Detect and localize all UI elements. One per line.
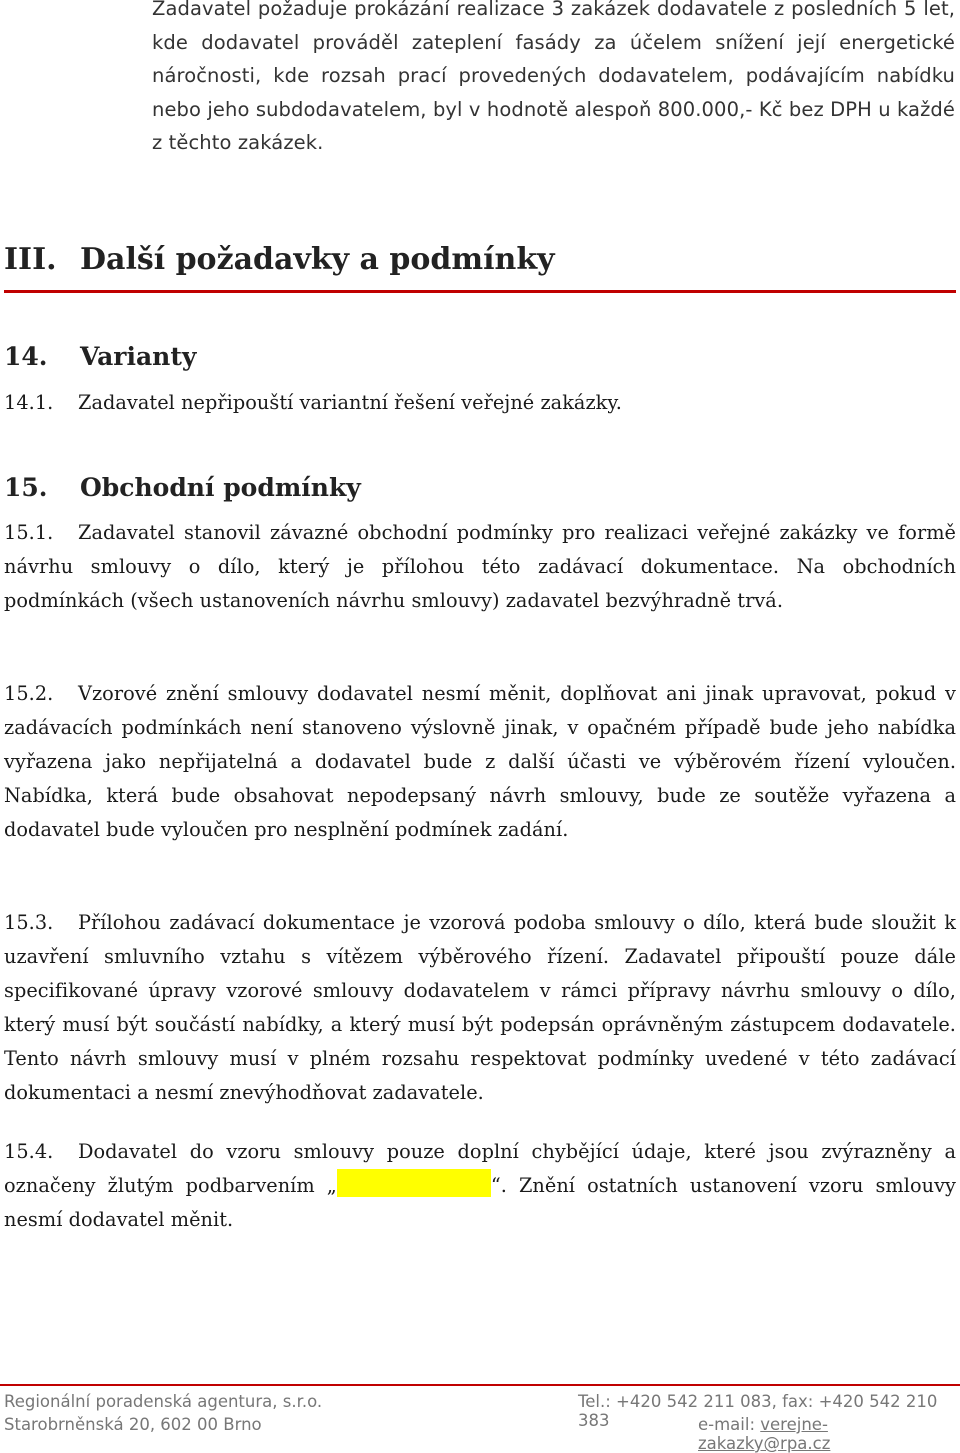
paragraph-text: Zadavatel nepřipouští variantní řešení veřejné zakázky. xyxy=(78,391,622,414)
heading-title: Obchodní podmínky xyxy=(80,473,361,502)
footer-address: Starobrněnská 20, 602 00 Brno xyxy=(4,1415,262,1434)
footer-email-link[interactable]: verejne-zakazky@rpa.cz xyxy=(698,1415,831,1453)
paragraph-text: Vzorové znění smlouvy dodavatel nesmí měnit, doplňovat ani jinak upravovat, pokud v zadávacích podmínkách není stanoveno výslovně jinak, v opačném případě bude jeho nabídka vyřazena jako nepřijatelná a dodavatel bude z další účasti ve výběrovém řízení vyloučen. Nabídka, která bude obsahovat nepodepsaný návrh smlouvy, bude ze soutěže vyřazena a dodavatel bude vyloučen pro nesplnění podmínek zadání. xyxy=(4,682,956,841)
section-number: III. xyxy=(4,242,57,277)
footer-email-line xyxy=(698,1415,960,1453)
section-heading-iii xyxy=(4,238,956,293)
heading-number: 14. xyxy=(4,342,48,371)
intro-paragraph: Zadavatel požaduje prokázání realizace 3 zakázek dodavatele z posledních 5 let, kde dodavatel prováděl zateplení fasády za účelem snížení její energetické náročnosti, kde rozsah prací provedených dodavatelem, podávajícím nabídku nebo jeho subdodavatelem, byl v hodnotě alespoň 800.000,- Kč bez DPH u každé z těchto zakázek. xyxy=(152,0,955,154)
paragraph-number: 14.1. xyxy=(4,391,54,414)
section-title: Další požadavky a podmínky xyxy=(80,242,555,277)
yellow-highlight-sample xyxy=(337,1169,491,1197)
paragraph-15-2 xyxy=(4,677,956,847)
paragraph-text: Přílohou zadávací dokumentace je vzorová podoba smlouvy o dílo, která bude sloužit k uzavření smluvního vztahu s vítězem výběrového řízení. Zadavatel připouští pouze dále specifikované úpravy vzorové smlouvy dodavatelem v rámci přípravy návrhu smlouvy o dílo, který musí být součástí nabídky, a který musí být podepsán oprávněným zástupcem dodavatele. Tento návrh smlouvy musí v plném rozsahu respektovat podmínky uvedené v této zadávací dokumentaci a nesmí znevýhodňovat zadavatele. xyxy=(4,911,956,1104)
paragraph-15-4 xyxy=(4,1135,956,1237)
footer-company: Regionální poradenská agentura, s.r.o. xyxy=(4,1392,323,1411)
page-footer xyxy=(0,1384,960,1453)
heading-number: 15. xyxy=(4,473,48,502)
paragraph-text-before: Dodavatel do vzoru smlouvy pouze doplní chybějící údaje, které jsou zvýrazněny a označeny žlutým podbarvením „ xyxy=(4,1140,956,1197)
paragraph-number: 15.1. xyxy=(4,521,54,544)
paragraph-text-after: “. Znění ostatních ustanovení vzoru smlouvy nesmí dodavatel měnit. xyxy=(4,1174,956,1231)
footer-phone: Tel.: +420 542 211 083, fax: +420 542 210 383 xyxy=(578,1392,938,1430)
heading-title: Varianty xyxy=(80,342,197,371)
paragraph-number: 15.3. xyxy=(4,911,54,934)
paragraph-text: Zadavatel stanovil závazné obchodní podmínky pro realizaci veřejné zakázky ve formě návrhu smlouvy o dílo, který je přílohou této zadávací dokumentace. Na obchodních podmínkách (všech ustanoveních návrhu smlouvy) zadavatel bezvýhradně trvá. xyxy=(4,521,956,612)
paragraph-15-1 xyxy=(4,516,956,618)
paragraph-15-3 xyxy=(4,906,956,1110)
paragraph-number: 15.4. xyxy=(4,1140,54,1163)
paragraph-14-1 xyxy=(4,386,956,420)
footer-email-label: e-mail: xyxy=(698,1415,761,1434)
paragraph-number: 15.2. xyxy=(4,682,54,705)
